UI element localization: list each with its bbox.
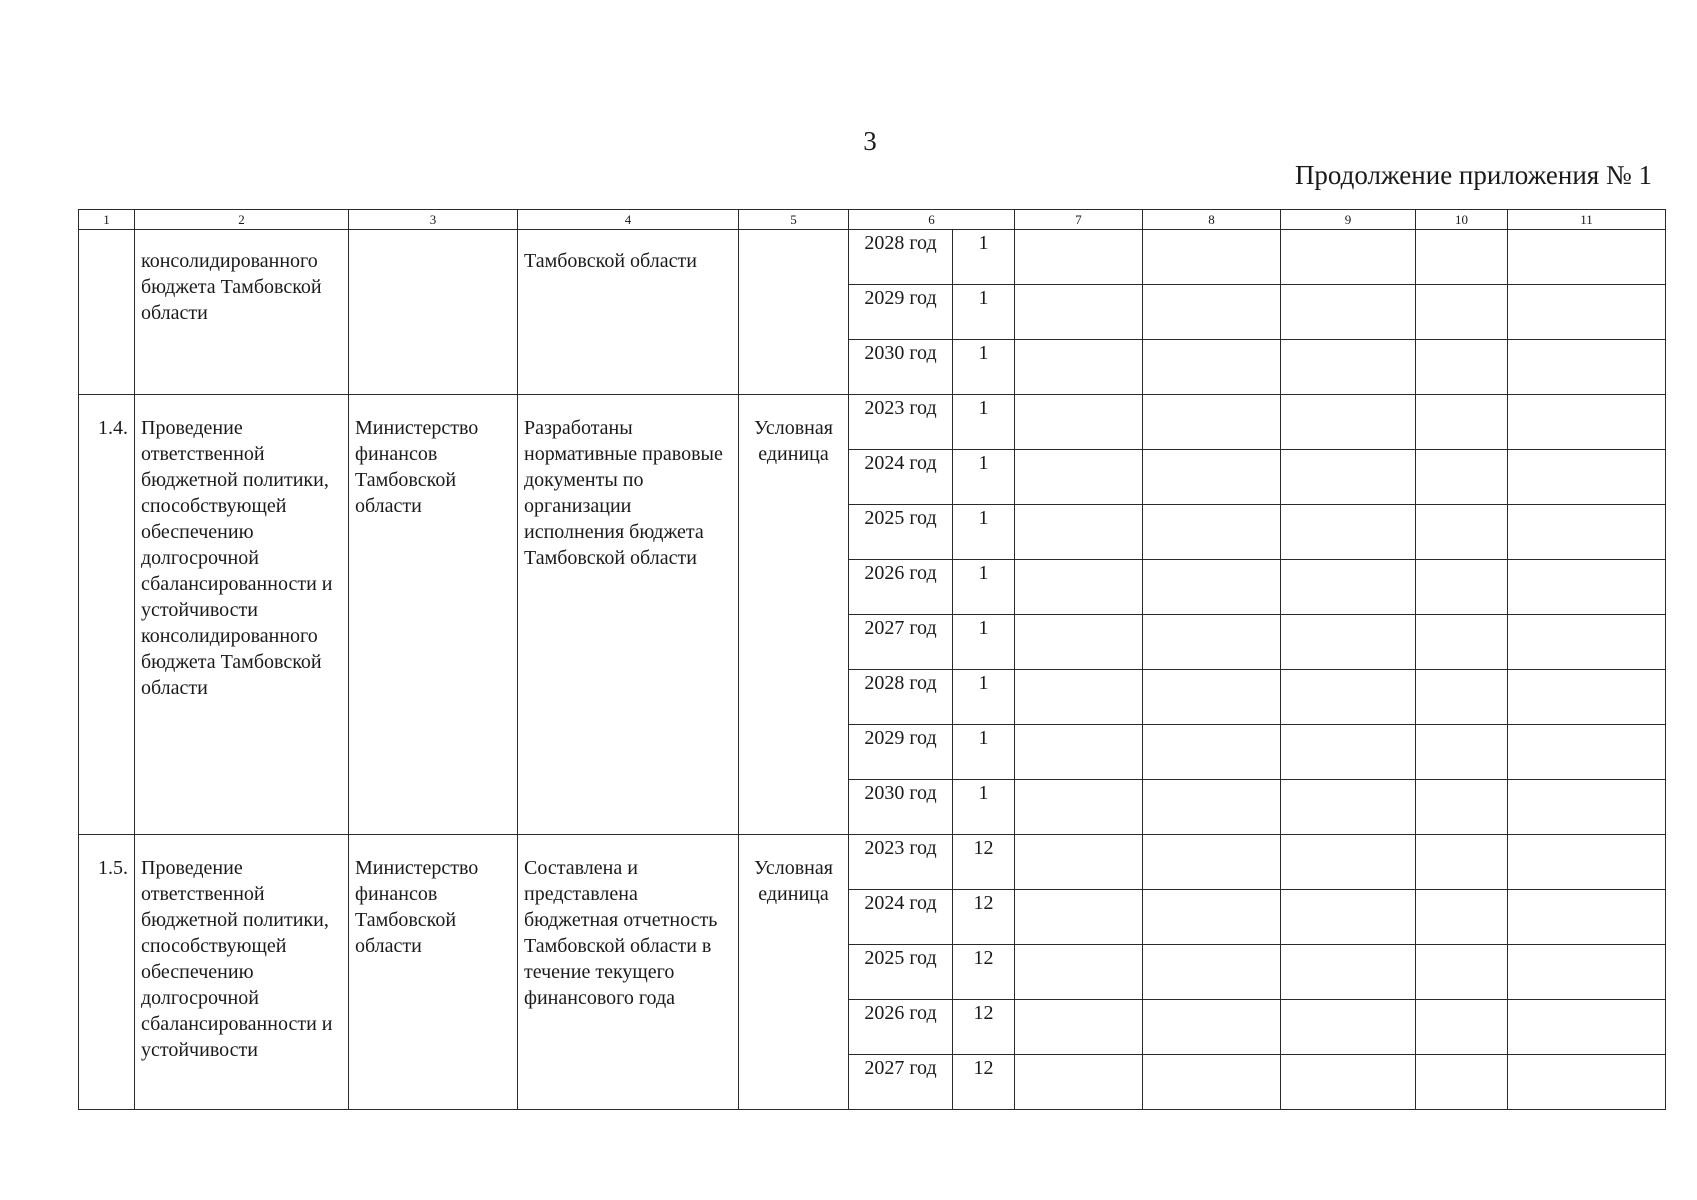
- empty-cell: [1416, 890, 1508, 945]
- empty-cell: [1508, 615, 1666, 670]
- value-cell: 1: [953, 780, 1015, 835]
- empty-cell: [1143, 560, 1281, 615]
- empty-cell: [1508, 450, 1666, 505]
- value-cell: 12: [953, 1000, 1015, 1055]
- column-number: 8: [1143, 210, 1281, 230]
- year-cell: 2026 год: [849, 560, 953, 615]
- empty-cell: [1143, 615, 1281, 670]
- empty-cell: [1416, 285, 1508, 340]
- empty-cell: [1416, 450, 1508, 505]
- empty-cell: [1015, 945, 1143, 1000]
- empty-cell: [1416, 560, 1508, 615]
- item-result: Тамбовской области: [518, 230, 739, 395]
- item-executor: Министерство финансов Тамбовской области: [349, 395, 518, 835]
- empty-cell: [1281, 725, 1416, 780]
- empty-cell: [1143, 1055, 1281, 1110]
- year-cell: 2023 год: [849, 395, 953, 450]
- column-number-row: [79, 210, 1666, 230]
- column-number: 7: [1015, 210, 1143, 230]
- item-number: 1.5.: [79, 835, 135, 1110]
- empty-cell: [1015, 890, 1143, 945]
- empty-cell: [1015, 780, 1143, 835]
- empty-cell: [1508, 1055, 1666, 1110]
- value-cell: 12: [953, 1055, 1015, 1110]
- empty-cell: [1143, 835, 1281, 890]
- empty-cell: [1015, 285, 1143, 340]
- table-body: [79, 230, 1666, 1110]
- empty-cell: [1508, 340, 1666, 395]
- empty-cell: [1143, 395, 1281, 450]
- year-cell: 2027 год: [849, 1055, 953, 1110]
- empty-cell: [1416, 1055, 1508, 1110]
- empty-cell: [1281, 395, 1416, 450]
- year-cell: 2030 год: [849, 780, 953, 835]
- year-cell: 2030 год: [849, 340, 953, 395]
- empty-cell: [1508, 670, 1666, 725]
- column-number: 1: [79, 210, 135, 230]
- year-cell: 2029 год: [849, 725, 953, 780]
- empty-cell: [1143, 780, 1281, 835]
- empty-cell: [1143, 890, 1281, 945]
- year-cell: 2028 год: [849, 230, 953, 285]
- value-cell: 12: [953, 945, 1015, 1000]
- year-cell: 2026 год: [849, 1000, 953, 1055]
- empty-cell: [1508, 835, 1666, 890]
- empty-cell: [1143, 1000, 1281, 1055]
- empty-cell: [1416, 505, 1508, 560]
- item-unit: [739, 230, 849, 395]
- empty-cell: [1416, 780, 1508, 835]
- empty-cell: [1508, 780, 1666, 835]
- table-row: [79, 395, 1666, 450]
- empty-cell: [1015, 450, 1143, 505]
- empty-cell: [1508, 505, 1666, 560]
- value-cell: 1: [953, 230, 1015, 285]
- value-cell: 1: [953, 560, 1015, 615]
- table-row: [79, 835, 1666, 890]
- empty-cell: [1015, 560, 1143, 615]
- item-executor: [349, 230, 518, 395]
- year-cell: 2028 год: [849, 670, 953, 725]
- item-result: Составлена и представлена бюджетная отчетность Тамбовской области в течение текущего финансового года: [518, 835, 739, 1110]
- empty-cell: [1508, 285, 1666, 340]
- year-cell: 2029 год: [849, 285, 953, 340]
- empty-cell: [1281, 1000, 1416, 1055]
- column-number: 10: [1416, 210, 1508, 230]
- value-cell: 12: [953, 890, 1015, 945]
- empty-cell: [1416, 395, 1508, 450]
- value-cell: 1: [953, 285, 1015, 340]
- empty-cell: [1015, 725, 1143, 780]
- empty-cell: [1015, 1000, 1143, 1055]
- empty-cell: [1281, 230, 1416, 285]
- empty-cell: [1281, 835, 1416, 890]
- empty-cell: [1015, 615, 1143, 670]
- item-executor: Министерство финансов Тамбовской области: [349, 835, 518, 1110]
- empty-cell: [1281, 450, 1416, 505]
- empty-cell: [1508, 395, 1666, 450]
- empty-cell: [1416, 670, 1508, 725]
- page-number: 3: [863, 126, 877, 156]
- empty-cell: [1143, 725, 1281, 780]
- table-row: [79, 230, 1666, 285]
- empty-cell: [1015, 505, 1143, 560]
- indicators-table: [78, 209, 1666, 1110]
- empty-cell: [1143, 285, 1281, 340]
- column-number: 9: [1281, 210, 1416, 230]
- empty-cell: [1143, 945, 1281, 1000]
- column-number: 5: [739, 210, 849, 230]
- value-cell: 1: [953, 450, 1015, 505]
- empty-cell: [1508, 945, 1666, 1000]
- empty-cell: [1281, 780, 1416, 835]
- year-cell: 2027 год: [849, 615, 953, 670]
- item-name: Проведение ответственной бюджетной политики, способствующей обеспечению долгосрочной сбалансированности и устойчивости консолидированного бюджета Тамбовской области: [135, 395, 349, 835]
- value-cell: 1: [953, 725, 1015, 780]
- empty-cell: [1015, 230, 1143, 285]
- item-result: Разработаны нормативные правовые документы по организации исполнения бюджета Тамбовской области: [518, 395, 739, 835]
- empty-cell: [1281, 505, 1416, 560]
- empty-cell: [1143, 230, 1281, 285]
- value-cell: 12: [953, 835, 1015, 890]
- value-cell: 1: [953, 670, 1015, 725]
- value-cell: 1: [953, 505, 1015, 560]
- empty-cell: [1015, 1055, 1143, 1110]
- empty-cell: [1416, 340, 1508, 395]
- empty-cell: [1416, 945, 1508, 1000]
- column-number: 11: [1508, 210, 1666, 230]
- empty-cell: [1015, 835, 1143, 890]
- empty-cell: [1281, 1055, 1416, 1110]
- empty-cell: [1416, 615, 1508, 670]
- empty-cell: [1143, 450, 1281, 505]
- column-number: 2: [135, 210, 349, 230]
- year-cell: 2024 год: [849, 450, 953, 505]
- item-name: консолидированного бюджета Тамбовской области: [135, 230, 349, 395]
- column-number: 6: [849, 210, 1015, 230]
- empty-cell: [1508, 1000, 1666, 1055]
- empty-cell: [1281, 285, 1416, 340]
- empty-cell: [1015, 340, 1143, 395]
- item-unit: Условная единица: [739, 395, 849, 835]
- value-cell: 1: [953, 340, 1015, 395]
- appendix-title: Продолжение приложения № 1: [1294, 160, 1652, 190]
- empty-cell: [1416, 835, 1508, 890]
- item-number: [79, 230, 135, 395]
- item-name: Проведение ответственной бюджетной политики, способствующей обеспечению долгосрочной сбалансированности и устойчивости: [135, 835, 349, 1110]
- item-unit: Условная единица: [739, 835, 849, 1110]
- empty-cell: [1508, 230, 1666, 285]
- empty-cell: [1508, 560, 1666, 615]
- column-number: 3: [349, 210, 518, 230]
- empty-cell: [1015, 670, 1143, 725]
- empty-cell: [1416, 725, 1508, 780]
- empty-cell: [1416, 230, 1508, 285]
- year-cell: 2023 год: [849, 835, 953, 890]
- empty-cell: [1143, 670, 1281, 725]
- empty-cell: [1143, 340, 1281, 395]
- empty-cell: [1281, 615, 1416, 670]
- value-cell: 1: [953, 395, 1015, 450]
- empty-cell: [1508, 890, 1666, 945]
- empty-cell: [1508, 725, 1666, 780]
- item-number: 1.4.: [79, 395, 135, 835]
- year-cell: 2025 год: [849, 505, 953, 560]
- empty-cell: [1015, 395, 1143, 450]
- empty-cell: [1281, 670, 1416, 725]
- empty-cell: [1281, 340, 1416, 395]
- year-cell: 2025 год: [849, 945, 953, 1000]
- value-cell: 1: [953, 615, 1015, 670]
- column-number: 4: [518, 210, 739, 230]
- empty-cell: [1281, 890, 1416, 945]
- year-cell: 2024 год: [849, 890, 953, 945]
- empty-cell: [1281, 945, 1416, 1000]
- empty-cell: [1143, 505, 1281, 560]
- empty-cell: [1416, 1000, 1508, 1055]
- empty-cell: [1281, 560, 1416, 615]
